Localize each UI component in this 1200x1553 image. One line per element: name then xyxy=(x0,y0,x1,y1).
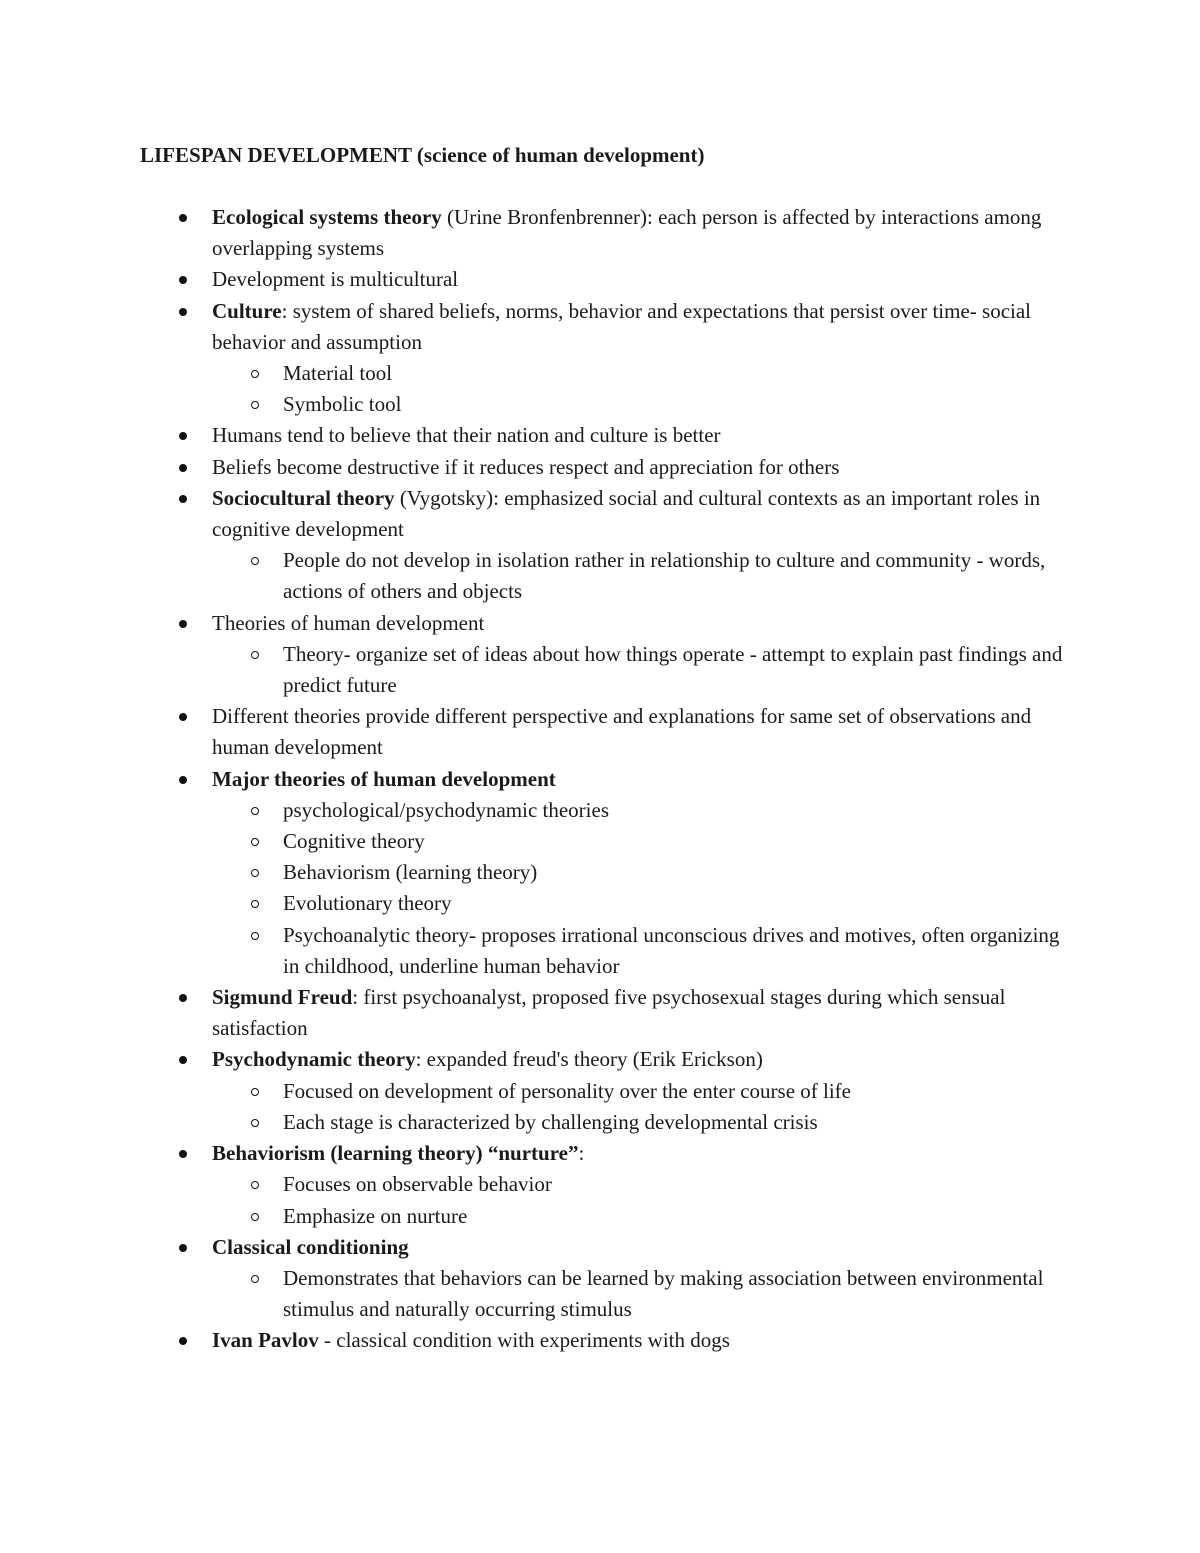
sub-list xyxy=(212,1169,1072,1231)
sub-list-item: Symbolic tool xyxy=(283,389,1072,420)
term: Sigmund Freud xyxy=(212,985,353,1010)
sub-list-item: Focused on development of personality over the enter course of life xyxy=(283,1076,1072,1107)
item-text: Different theories provide different perspective and explanations for same set of observations and human development xyxy=(212,704,1032,760)
list-item xyxy=(212,608,1072,702)
item-text: (Vygotsky): emphasized social and cultural contexts as an important roles in cognitive development xyxy=(212,485,1041,542)
sub-list-item: Behaviorism (learning theory) xyxy=(283,857,1072,888)
item-text: Humans tend to believe that their nation and culture is better xyxy=(212,423,721,448)
list-item xyxy=(212,483,1072,608)
sub-list-item: Theory- organize set of ideas about how things operate - attempt to explain past findings and predict future xyxy=(283,639,1072,701)
item-text: (Urine Bronfenbrenner): each person is affected by interactions among overlapping systems xyxy=(212,205,1042,261)
sub-list xyxy=(212,795,1072,982)
list-item xyxy=(212,1325,1072,1356)
list-item xyxy=(212,764,1072,982)
sub-list-item: Evolutionary theory xyxy=(283,888,1072,919)
sub-list-item: Demonstrates that behaviors can be learned by making association between environmental stimulus and naturally occurring stimulus xyxy=(283,1263,1072,1325)
list-item xyxy=(212,982,1072,1044)
sub-list-item: Focuses on observable behavior xyxy=(283,1169,1072,1200)
item-text: : expanded freud's theory (Erik Erickson) xyxy=(415,1047,763,1072)
sub-list-item: Emphasize on nurture xyxy=(283,1201,1072,1232)
sub-list-item: Each stage is characterized by challenging developmental crisis xyxy=(283,1107,1072,1138)
item-text: : system of shared beliefs, norms, behavior and expectations that persist over time- social behavior and assumption xyxy=(212,298,1032,354)
item-text: - classical condition with experiments with dogs xyxy=(318,1328,730,1353)
term: Ivan Pavlov xyxy=(212,1328,319,1353)
item-text: : first psychoanalyst, proposed five psychosexual stages during which sensual satisfaction xyxy=(212,985,1006,1041)
list-item xyxy=(212,452,1072,483)
item-text: Development is multicultural xyxy=(212,267,459,292)
term: Ecological systems theory xyxy=(212,205,442,229)
sub-list xyxy=(212,358,1072,420)
list-item xyxy=(212,420,1072,451)
sub-list-item: People do not develop in isolation rather in relationship to culture and community - words, actions of others and objects xyxy=(283,545,1072,607)
page-title: LIFESPAN DEVELOPMENT (science of human development) xyxy=(140,143,705,167)
list-item xyxy=(212,296,1072,421)
sub-list-item: Cognitive theory xyxy=(283,826,1072,857)
sub-list-item: Psychoanalytic theory- proposes irrational unconscious drives and motives, often organizing in childhood, underline human behavior xyxy=(283,920,1072,982)
sub-list xyxy=(212,639,1072,701)
list-item xyxy=(212,701,1072,763)
notes-list xyxy=(212,202,1072,1357)
term: Major theories of human development xyxy=(212,766,556,791)
sub-list-item: psychological/psychodynamic theories xyxy=(283,795,1072,826)
list-item xyxy=(212,202,1072,264)
list-item xyxy=(212,264,1072,295)
sub-list xyxy=(212,1076,1072,1138)
term: Classical conditioning xyxy=(212,1234,409,1259)
list-item xyxy=(212,1044,1072,1138)
term: Culture xyxy=(212,298,282,323)
term: Psychodynamic theory xyxy=(212,1047,416,1072)
term: Behaviorism (learning theory) “nurture” xyxy=(212,1141,579,1166)
sub-list xyxy=(212,1263,1072,1325)
item-text: Theories of human development xyxy=(212,610,485,635)
list-item xyxy=(212,1138,1072,1232)
list-item xyxy=(212,1232,1072,1326)
item-text: Beliefs become destructive if it reduces respect and appreciation for others xyxy=(212,454,840,479)
term: Sociocultural theory xyxy=(212,485,395,510)
sub-list-item: Material tool xyxy=(283,358,1072,389)
item-text: : xyxy=(578,1141,585,1166)
sub-list xyxy=(212,545,1072,607)
